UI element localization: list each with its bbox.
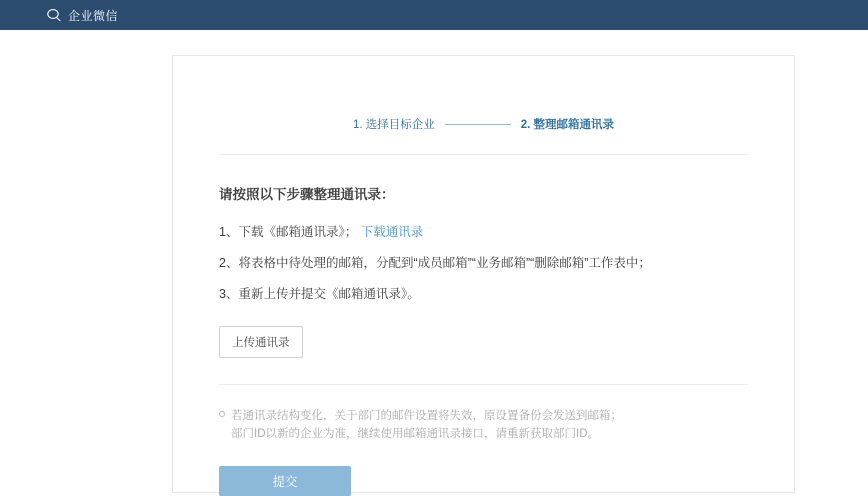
note-line-1: 若通讯录结构变化，关于部门的邮件设置将失效，原设置备份会发送到邮箱； <box>231 410 622 422</box>
note-line-2: 部门ID以新的企业为准，继续使用邮箱通讯录接口，请重新获取部门ID。 <box>231 428 599 441</box>
list-item-text: 2、将表格中待处理的邮箱，分配到“成员邮箱”“业务邮箱”“删除邮箱”工作表中； <box>219 256 651 270</box>
divider-top <box>219 154 748 155</box>
list-item-text: 1、下载《邮箱通讯录》； <box>219 225 358 239</box>
chat-bubble-icon <box>46 7 62 23</box>
page-body <box>0 30 868 489</box>
instructions-section <box>173 183 794 358</box>
step-connector <box>445 124 511 125</box>
download-contacts-link[interactable]: 下载通讯录 <box>360 225 424 239</box>
page-title: 请按照以下步骤整理通讯录： <box>219 187 395 202</box>
list-item <box>219 256 748 271</box>
brand-label: 企业微信 <box>68 8 119 23</box>
top-bar <box>0 0 868 30</box>
divider-bottom <box>219 384 748 385</box>
list-item <box>219 225 748 240</box>
upload-contacts-button[interactable]: 上传通讯录 <box>219 326 303 358</box>
steps-list <box>219 225 748 302</box>
step-2: 2. 整理邮箱通讯录 <box>520 119 615 131</box>
note-text <box>219 407 748 444</box>
list-item-text: 3、重新上传并提交《邮箱通讯录》。 <box>219 287 420 301</box>
step-1[interactable]: 1. 选择目标企业 <box>352 119 435 131</box>
step-indicator <box>173 56 794 132</box>
list-item <box>219 287 748 302</box>
info-circle-icon <box>219 411 225 417</box>
content-card <box>172 55 795 493</box>
footer-section <box>173 407 794 496</box>
submit-button[interactable]: 提交 <box>219 466 351 496</box>
brand[interactable] <box>46 7 118 24</box>
